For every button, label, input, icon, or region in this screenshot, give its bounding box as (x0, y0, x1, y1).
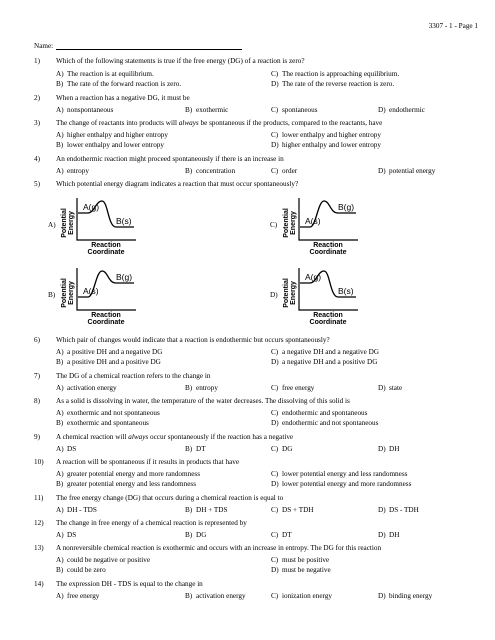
name-blank-line (56, 43, 242, 50)
question-text: Which pair of changes would indicate that a reaction is endothermic but occurs spontaneously? (56, 336, 330, 344)
y-axis-label-line-1: Potential (283, 208, 290, 238)
page-header: 3307 - 1 - Page 1 (428, 22, 478, 30)
option-d: D) binding energy (378, 592, 433, 600)
question-number: 9) (34, 433, 40, 441)
question-text: A chemical reaction will always occur spontaneously if the reaction has a negative (56, 433, 294, 441)
option-b-label: B) (48, 291, 56, 299)
option-a-label: A) (48, 221, 56, 229)
x-axis-label-line-1: Reaction (91, 312, 121, 319)
question-text: The change of reactants into products will always be spontaneous if the products, compared to the reactants, have (56, 119, 383, 127)
question-text: An endothermic reaction might proceed spontaneously if there is an increase in (56, 155, 284, 163)
option-b: B) exothermic and spontaneous (56, 419, 149, 427)
option-d: D) a negative DH and a positive DG (271, 358, 378, 366)
option-a: A) DS (56, 531, 77, 539)
question-text: As a solid is dissolving in water, the temperature of the water decreases. The dissolving of this solid is (56, 397, 350, 405)
question-text: The expression DH - TDS is equal to the change in (56, 580, 203, 588)
x-axis-label-line-2: Coordinate (87, 319, 125, 325)
option-d: D) lower potential energy and more randomness (271, 480, 412, 488)
y-axis-label-line-2: Energy (290, 281, 297, 305)
option-a: A) DS (56, 445, 77, 453)
option-b: B) entropy (185, 384, 218, 392)
question-number: 11) (34, 494, 44, 502)
option-a: A) exothermic and not spontaneous (56, 409, 160, 417)
option-b: B) greater potential energy and less randomness (56, 480, 196, 488)
question-number: 7) (34, 372, 40, 380)
question-number: 5) (34, 180, 40, 188)
question-11 (34, 495, 474, 502)
option-a: A) could be negative or positive (56, 556, 151, 564)
option-c: C) The reaction is approaching equilibrium. (271, 70, 400, 78)
x-axis-label-line-2: Coordinate (309, 319, 347, 325)
option-d: D) endothermic (378, 106, 425, 114)
question-number: 3) (34, 119, 40, 127)
option-c: C) lower potential energy and less randomness (271, 470, 408, 478)
question-text: Which of the following statements is true if the free energy (DG) of a reaction is zero? (56, 57, 305, 65)
question-number: 14) (34, 580, 44, 588)
option-b: B) DH + TDS (185, 506, 228, 514)
y-axis-label-line-2: Energy (68, 281, 75, 305)
option-a: A) higher enthalpy and higher entropy (56, 131, 168, 139)
energy-diagram-a (58, 193, 138, 255)
question-number: 8) (34, 397, 40, 405)
option-c: C) DT (271, 531, 292, 539)
y-axis-label-line-2: Energy (290, 211, 297, 235)
product-label: B(s) (116, 216, 132, 226)
option-c: C) DS + TDH (271, 506, 314, 514)
x-axis-label-line-1: Reaction (313, 312, 343, 319)
product-label: B(s) (338, 286, 354, 296)
question-8 (34, 398, 474, 405)
question-1 (34, 58, 474, 65)
x-axis-label-line-2: Coordinate (87, 249, 125, 255)
option-c: C) free energy (271, 384, 315, 392)
question-text: The DG of a chemical reaction refers to the change in (56, 372, 211, 380)
option-d: D) state (378, 384, 403, 392)
option-d: D) The rate of the reverse reaction is zero. (271, 80, 395, 88)
x-axis-label-line-2: Coordinate (309, 249, 347, 255)
option-d: D) DS - TDH (378, 506, 419, 514)
question-7 (34, 373, 474, 380)
question-text: The change in free energy of a chemical reaction is represented by (56, 519, 247, 527)
x-axis-label-line-1: Reaction (313, 242, 343, 249)
question-text: A nonreversible chemical reaction is exothermic and occurs with an increase in entropy. The DG for this reaction (56, 544, 382, 552)
reactant-label: A(s) (83, 286, 99, 296)
product-label: B(g) (338, 202, 355, 212)
option-b: B) activation energy (185, 592, 246, 600)
question-text: A reaction will be spontaneous if it results in products that have (56, 458, 240, 466)
option-a: A) a positive DH and a negative DG (56, 348, 163, 356)
energy-diagram-c (280, 193, 360, 255)
question-number: 2) (34, 94, 40, 102)
question-number: 12) (34, 519, 44, 527)
question-9 (34, 434, 474, 441)
option-c: C) ionization energy (271, 592, 332, 600)
question-4 (34, 156, 474, 163)
option-b: B) a positive DH and a positive DG (56, 358, 161, 366)
question-number: 10) (34, 458, 44, 466)
y-axis-label-line-2: Energy (68, 211, 75, 235)
option-a: A) The reaction is at equilibrium. (56, 70, 154, 78)
option-a: A) DH - TDS (56, 506, 97, 514)
option-c: C) lower enthalpy and higher entropy (271, 131, 381, 139)
option-c: C) DG (271, 445, 293, 453)
option-a: A) entropy (56, 167, 89, 175)
question-number: 13) (34, 544, 44, 552)
option-d: D) DH (378, 445, 400, 453)
energy-diagram-d (280, 263, 360, 325)
question-number: 6) (34, 336, 40, 344)
name-field-row (34, 43, 242, 50)
question-text: Which potential energy diagram indicates a reaction that must occur spontaneously? (56, 180, 299, 188)
option-b: B) concentration (185, 167, 236, 175)
option-b: B) lower enthalpy and lower entropy (56, 141, 164, 149)
question-5 (34, 181, 474, 188)
option-a: A) activation energy (56, 384, 117, 392)
energy-diagram-svg (280, 263, 360, 325)
option-b: B) exothermic (185, 106, 229, 114)
product-label: B(g) (116, 272, 133, 282)
question-10 (34, 459, 474, 466)
question-number: 4) (34, 155, 40, 163)
option-c: C) must be positive (271, 556, 330, 564)
option-d: D) endothermic and not spontaneous (271, 419, 379, 427)
x-axis-label-line-1: Reaction (91, 242, 121, 249)
option-c: C) spontaneous (271, 106, 318, 114)
option-c: C) endothermic and spontaneous (271, 409, 368, 417)
energy-diagram-svg (58, 263, 138, 325)
option-a: A) nonspontaneous (56, 106, 114, 114)
question-2 (34, 95, 474, 102)
question-13 (34, 545, 474, 552)
reactant-label: A(g) (83, 202, 100, 212)
option-d-label: D) (270, 291, 278, 299)
option-b: B) The rate of the forward reaction is zero. (56, 80, 182, 88)
name-label: Name: (34, 42, 54, 50)
y-axis-label-line-1: Potential (61, 278, 68, 308)
reactant-label: A(g) (305, 272, 322, 282)
question-6 (34, 337, 474, 344)
question-12 (34, 520, 474, 527)
y-axis-label-line-1: Potential (283, 278, 290, 308)
option-d: D) DH (378, 531, 400, 539)
y-axis-label-line-1: Potential (61, 208, 68, 238)
option-c-label: C) (270, 221, 278, 229)
option-b: B) DG (185, 531, 207, 539)
energy-diagram-svg (58, 193, 138, 255)
option-b: B) DT (185, 445, 206, 453)
energy-diagram-b (58, 263, 138, 325)
option-d: D) higher enthalpy and lower entropy (271, 141, 381, 149)
option-c: C) a negative DH and a negative DG (271, 348, 379, 356)
reactant-label: A(s) (305, 216, 321, 226)
option-d: D) must be negative (271, 566, 331, 574)
question-14 (34, 581, 474, 588)
option-a: A) greater potential energy and more randomness (56, 470, 200, 478)
option-b: B) could be zero (56, 566, 106, 574)
question-text: When a reaction has a negative DG, it must be (56, 94, 190, 102)
option-a: A) free energy (56, 592, 100, 600)
question-3 (34, 120, 474, 127)
question-text: The free energy change (DG) that occurs during a chemical reaction is equal to (56, 494, 284, 502)
question-number: 1) (34, 57, 40, 65)
option-d: D) potential energy (378, 167, 436, 175)
energy-diagram-svg (280, 193, 360, 255)
option-c: C) order (271, 167, 298, 175)
